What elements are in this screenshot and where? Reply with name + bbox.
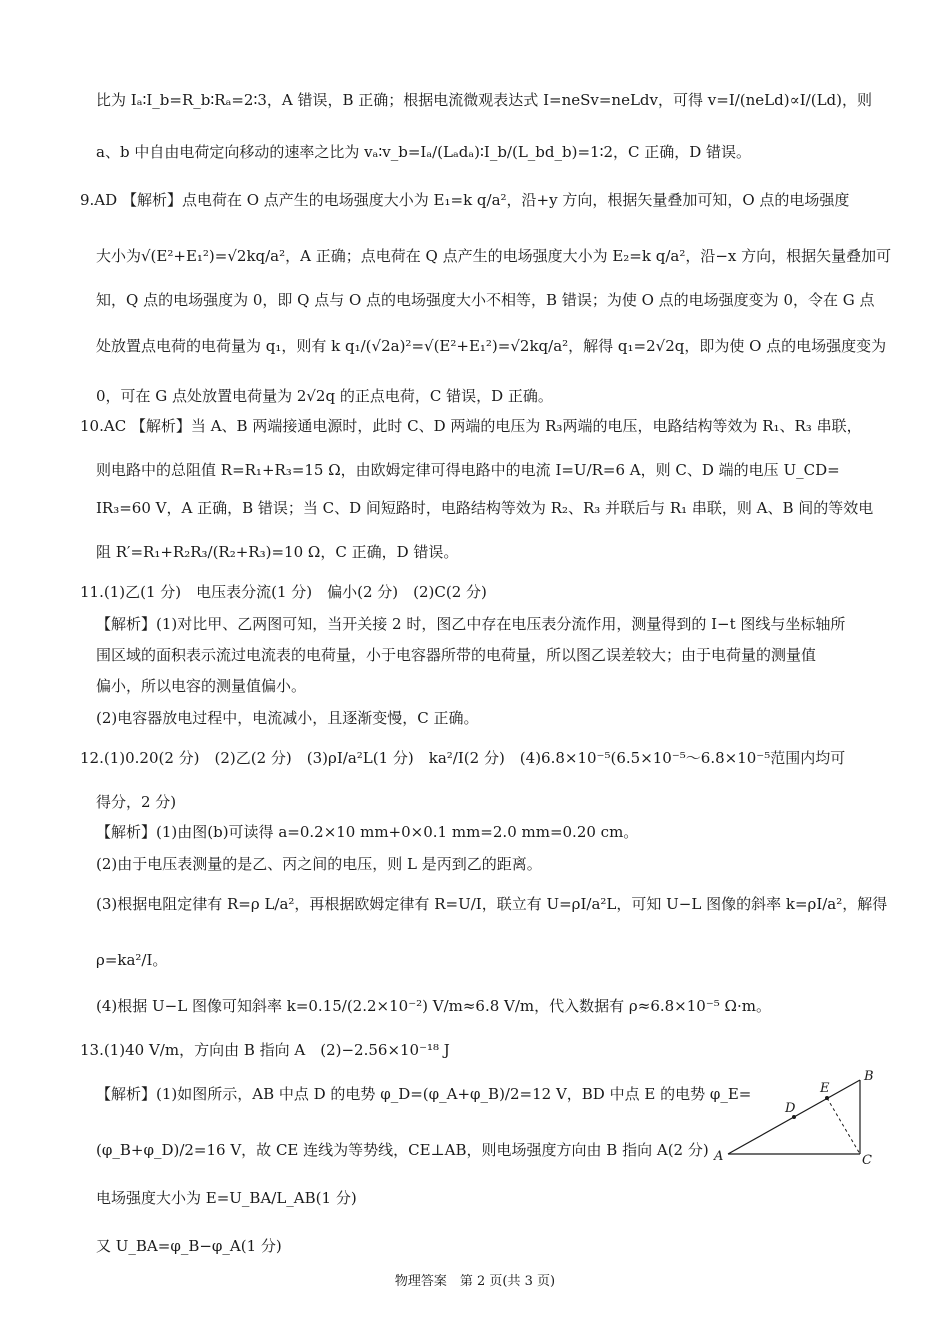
q11-answer: 11.(1)乙(1 分) 电压表分流(1 分) 偏小(2 分) (2)C(2 分)	[80, 583, 487, 601]
text-line: a、b 中自由电荷定向移动的速率之比为 vₐ∶v_b=Iₐ/(Lₐdₐ)∶I_b/(L_bd_b)=1∶2，C 正确，D 错误。	[96, 143, 752, 161]
text-line: 又 U_BA=φ_B−φ_A(1 分)	[96, 1237, 282, 1255]
text-line: 【解析】(1)对比甲、乙两图可知，当开关接 2 时，图乙中存在电压表分流作用，测量得到的 I−t 图线与坐标轴所	[96, 615, 846, 633]
text-line: 围区域的面积表示流过电流表的电荷量，小于电容器所带的电荷量，所以图乙误差较大；由于电荷量的测量值	[96, 646, 817, 664]
text-line: (3)根据电阻定律有 R=ρ L/a²，再根据欧姆定律有 R=U/I，联立有 U=ρI/a²L，可知 U−L 图像的斜率 k=ρI/a²，解得	[96, 895, 888, 913]
text-line: 比为 Iₐ∶I_b=R_b∶Rₐ=2∶3，A 错误，B 正确；根据电流微观表达式 I=neSv=neLdv，可得 v=I/(neLd)∝I/(Ld)，则	[96, 91, 872, 109]
page-footer: 物理答案 第 2 页(共 3 页)	[394, 1274, 556, 1289]
text-line: ρ=ka²/I。	[96, 951, 168, 969]
segment-ce	[827, 1098, 860, 1154]
text-line: (2)电容器放电过程中，电流减小，且逐渐变慢，C 正确。	[96, 709, 479, 727]
q12-answer: 12.(1)0.20(2 分) (2)乙(2 分) (3)ρI/a²L(1 分) ka²/I(2 分) (4)6.8×10⁻⁵(6.5×10⁻⁵～6.8×10⁻⁵范围内均可	[80, 749, 846, 767]
text-line: (2)由于电压表测量的是乙、丙之间的电压，则 L 是丙到乙的距离。	[96, 855, 542, 873]
label-a: A	[714, 1149, 724, 1164]
text-line: 处放置点电荷的电荷量为 q₁，则有 k q₁/(√2a)²=√(E²+E₁²)=√2kq/a²，解得 q₁=2√2q，即为使 O 点的电场强度变为	[96, 337, 887, 355]
label-d: D	[785, 1101, 796, 1116]
text-line: 0，可在 G 点处放置电荷量为 2√2q 的正点电荷，C 错误，D 正确。	[96, 387, 553, 405]
label-c: C	[862, 1153, 872, 1166]
text-line: 知，Q 点的电场强度为 0，即 Q 点与 O 点的电场强度大小不相等，B 错误；为使 O 点的电场强度变为 0，令在 G 点	[96, 291, 875, 309]
text-line: 得分，2 分)	[96, 793, 177, 811]
text-line: (4)根据 U−L 图像可知斜率 k=0.15/(2.2×10⁻²) V/m≈6.8 V/m，代入数据有 ρ≈6.8×10⁻⁵ Ω·m。	[96, 997, 771, 1015]
text-line: 则电路中的总阻值 R=R₁+R₃=15 Ω，由欧姆定律可得电路中的电流 I=U/R=6 A，则 C、D 端的电压 U_CD=	[96, 461, 840, 479]
q13-answer: 13.(1)40 V/m，方向由 B 指向 A (2)−2.56×10⁻¹⁸ J	[80, 1041, 450, 1059]
text-line: IR₃=60 V，A 正确，B 错误；当 C、D 间短路时，电路结构等效为 R₂、R₃ 并联后与 R₁ 串联，则 A、B 间的等效电	[96, 499, 874, 517]
text-line: 大小为√(E²+E₁²)=√2kq/a²，A 正确；点电荷在 Q 点产生的电场强度大小为 E₂=k q/a²，沿−x 方向，根据矢量叠加可	[96, 247, 892, 265]
text-line: 电场强度大小为 E=U_BA/L_AB(1 分)	[96, 1189, 357, 1207]
point-e	[825, 1096, 829, 1100]
text-line: 【解析】(1)由图(b)可读得 a=0.2×10 mm+0×0.1 mm=2.0 mm=0.20 cm。	[96, 823, 639, 841]
text-line: 阻 R′=R₁+R₂R₃/(R₂+R₃)=10 Ω，C 正确，D 错误。	[96, 543, 459, 561]
label-e: E	[820, 1081, 830, 1096]
label-b: B	[864, 1069, 874, 1084]
text-line: 【解析】(1)如图所示，AB 中点 D 的电势 φ_D=(φ_A+φ_B)/2=12 V，BD 中点 E 的电势 φ_E=	[96, 1085, 752, 1103]
q9-answer: 9.AD 【解析】点电荷在 O 点产生的电场强度大小为 E₁=k q/a²，沿+y 方向，根据矢量叠加可知，O 点的电场强度	[80, 191, 850, 209]
q10-answer: 10.AC 【解析】当 A、B 两端接通电源时，此时 C、D 两端的电压为 R₃两端的电压，电路结构等效为 R₁、R₃ 串联，	[80, 417, 862, 435]
text-line: 偏小，所以电容的测量值偏小。	[96, 677, 307, 695]
triangle-figure	[710, 1066, 880, 1166]
text-line: (φ_B+φ_D)/2=16 V，故 CE 连线为等势线，CE⊥AB，则电场强度方向由 B 指向 A(2 分)	[96, 1141, 709, 1159]
